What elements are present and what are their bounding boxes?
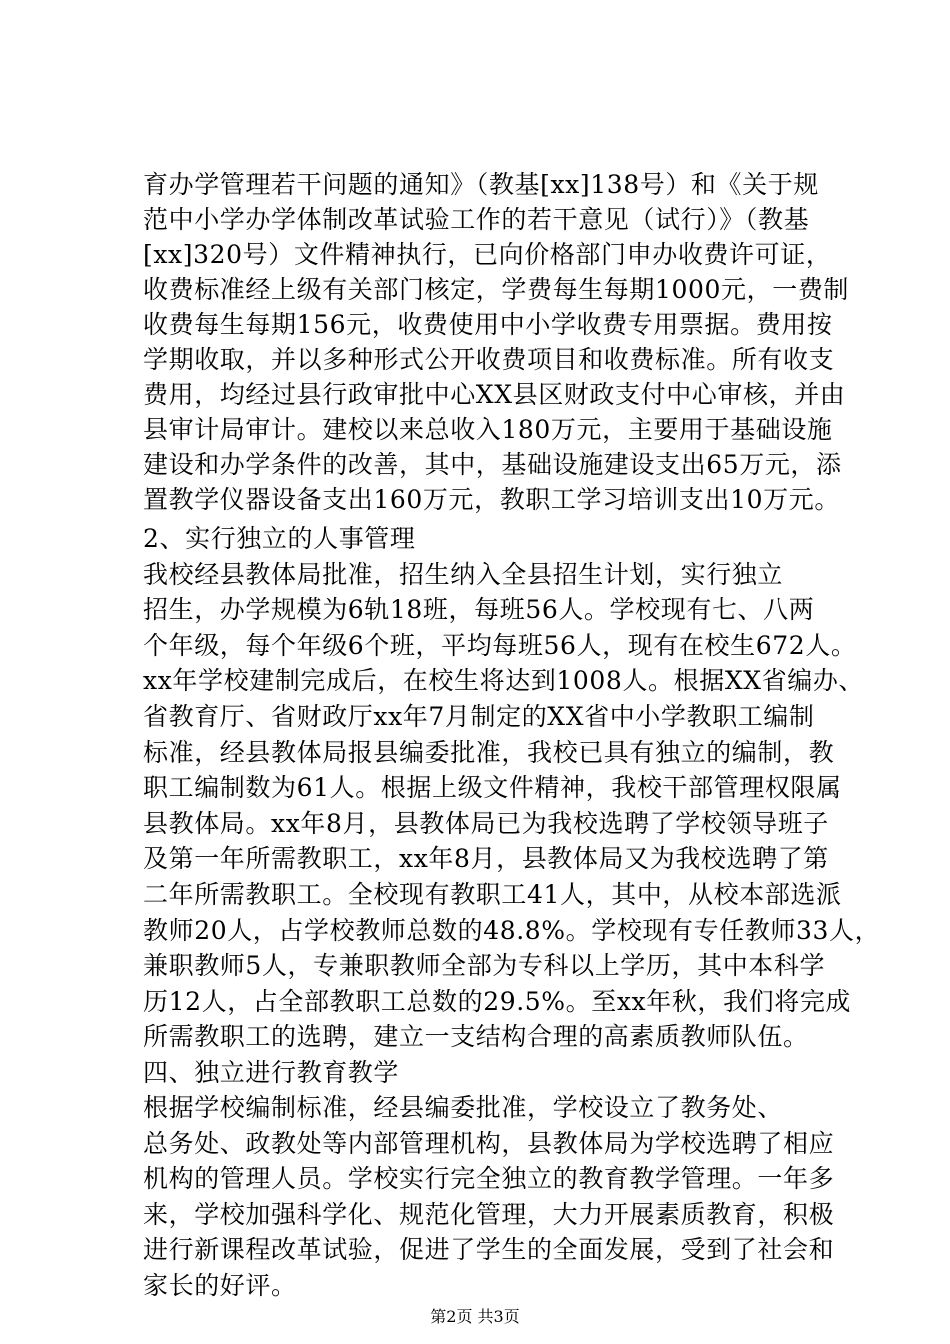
text-line: 建设和办学条件的改善，其中，基础设施建设支出65万元，添 xyxy=(143,450,842,479)
text-line: 二年所需教职工。全校现有教职工41人，其中，从校本部选派 xyxy=(143,880,842,909)
text-line: 我校经县教体局批准，招生纳入全县招生计划，实行独立 xyxy=(143,560,784,589)
text-line: 收费标准经上级有关部门核定，学费每生每期1000元，一费制 xyxy=(143,275,850,304)
text-line: 育办学管理若干问题的通知》（教基[xx]138号）和《关于规 xyxy=(143,170,819,199)
text-line: 来，学校加强科学化、规范化管理，大力开展素质教育，积极 xyxy=(143,1200,835,1229)
text-line: 进行新课程改革试验，促进了学生的全面发展，受到了社会和 xyxy=(143,1235,835,1264)
text-line: 家长的好评。 xyxy=(143,1271,297,1300)
text-line: [xx]320号）文件精神执行，已向价格部门申办收费许可证， xyxy=(143,240,832,269)
section-heading: 2、实行独立的人事管理 xyxy=(143,524,416,553)
text-line: 兼职教师5人，专兼职教师全部为专科以上学历，其中本科学 xyxy=(143,951,826,980)
text-line: 个年级，每个年级6个班，平均每班56人，现有在校生672人。 xyxy=(143,631,857,660)
text-line: 总务处、政教处等内部管理机构，县教体局为学校选聘了相应 xyxy=(143,1129,835,1158)
text-line: 收费每生每期156元，收费使用中小学收费专用票据。费用按 xyxy=(143,310,833,339)
text-line: 根据学校编制标准，经县编委批准，学校设立了教务处、 xyxy=(143,1093,784,1122)
text-line: 县审计局审计。建校以来总收入180万元，主要用于基础设施 xyxy=(143,415,833,444)
text-line: 招生，办学规模为6轨18班，每班56人。学校现有七、八两 xyxy=(143,595,815,624)
page-footer: 第2页 共3页 xyxy=(430,1307,520,1326)
text-line: 及第一年所需教职工，xx年8月，县教体局又为我校选聘了第 xyxy=(143,844,829,873)
text-line: 范中小学办学体制改革试验工作的若干意见（试行）》（教基 xyxy=(143,205,810,234)
text-line: 教师20人，占学校教师总数的48.8%。学校现有专任教师33人， xyxy=(143,916,881,945)
text-line: 省教育厅、省财政厅xx年7月制定的XX省中小学教职工编制 xyxy=(143,702,815,731)
section-heading: 四、独立进行教育教学 xyxy=(143,1058,400,1087)
text-line: 职工编制数为61人。根据上级文件精神，我校干部管理权限属 xyxy=(143,773,842,802)
text-line: xx年学校建制完成后，在校生将达到1008人。根据XX省编办、 xyxy=(143,666,865,695)
text-line: 标准，经县教体局报县编委批准，我校已具有独立的编制，教 xyxy=(143,738,835,767)
text-line: 历12人，占全部教职工总数的29.5%。至xx年秋，我们将完成 xyxy=(143,987,852,1016)
text-line: 费用，均经过县行政审批中心XX县区财政支付中心审核，并由 xyxy=(143,380,846,409)
text-line: 学期收取，并以多种形式公开收费项目和收费标准。所有收支 xyxy=(143,345,835,374)
text-line: 所需教职工的选聘，建立一支结构合理的高素质教师队伍。 xyxy=(143,1022,809,1051)
text-line: 置教学仪器设备支出160万元，教职工学习培训支出10万元。 xyxy=(143,485,840,514)
text-line: 机构的管理人员。学校实行完全独立的教育教学管理。一年多 xyxy=(143,1164,835,1193)
text-line: 县教体局。xx年8月，县教体局已为我校选聘了学校领导班子 xyxy=(143,809,829,838)
